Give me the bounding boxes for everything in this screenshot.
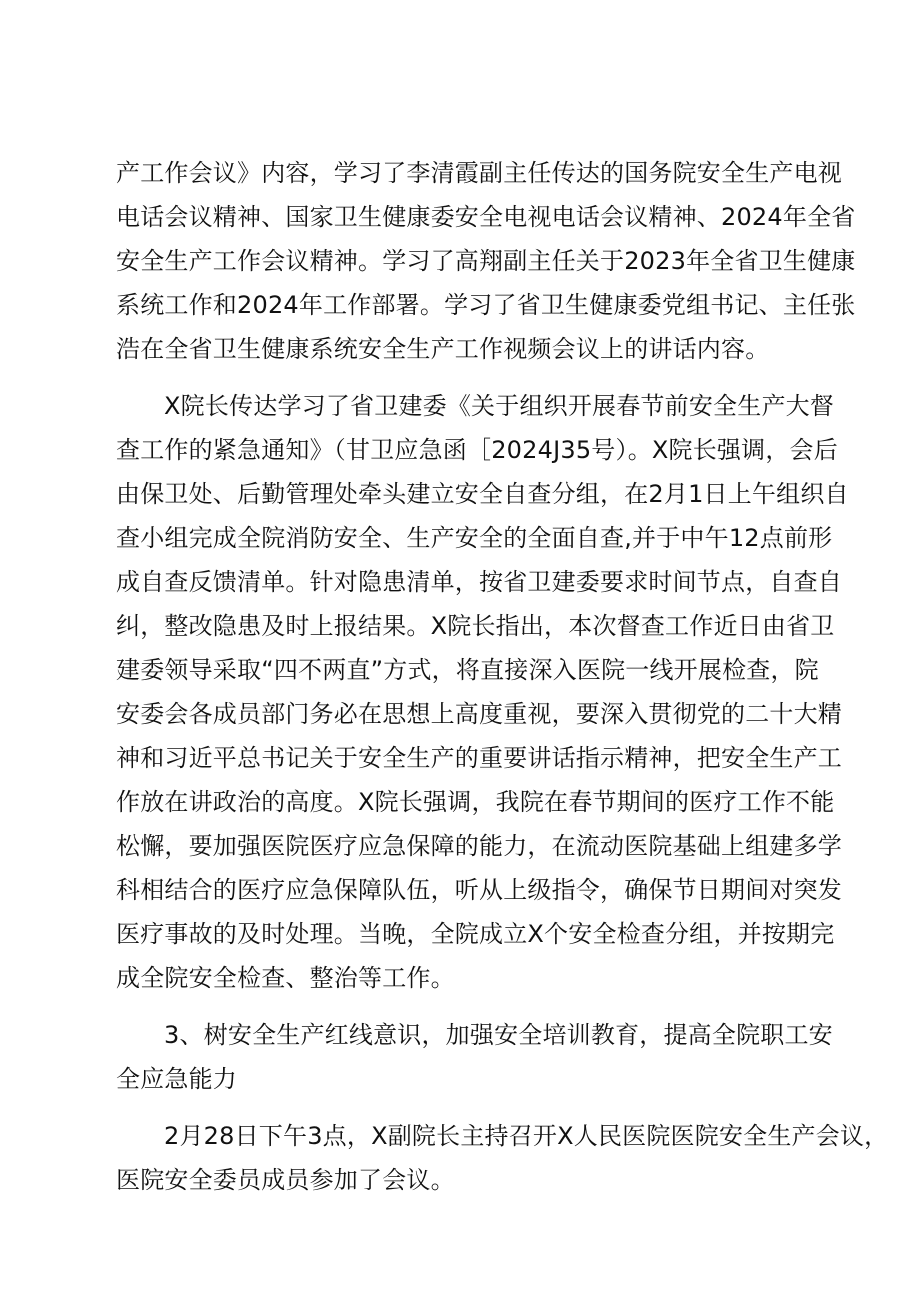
text-line: 作放在讲政治的高度。X院长强调，我院在春节期间的医疗工作不能 xyxy=(116,788,835,816)
paragraph-meeting-content xyxy=(116,151,856,371)
text-line: 查工作的紧急通知》（甘卫应急函［2024J35号）。X院长强调，会后 xyxy=(116,436,838,464)
text-line: 2月28日下午3点，X副院长主持召开X人民医院医院安全生产会议， xyxy=(164,1122,889,1150)
paragraph-safety-meeting xyxy=(116,1114,889,1202)
text-line: 纠，整改隐患及时上报结果。X院长指出，本次督查工作近日由省卫 xyxy=(116,612,835,640)
text-line: 医院安全委员成员参加了会议。 xyxy=(116,1166,455,1194)
text-line: 系统工作和2024年工作部署。学习了省卫生健康委党组书记、主任张 xyxy=(116,291,856,319)
text-line: 成全院安全检查、整治等工作。 xyxy=(116,964,455,992)
section-heading-line: 全应急能力 xyxy=(116,1065,237,1093)
text-line: 查小组完成全院消防安全、生产安全的全面自查,并于中午12点前形 xyxy=(116,524,833,552)
text-line: 神和习近平总书记关于安全生产的重要讲话指示精神，把安全生产工 xyxy=(116,744,842,772)
document-body xyxy=(116,151,889,1202)
text-line: 安委会各成员部门务必在思想上高度重视，要深入贯彻党的二十大精 xyxy=(116,700,842,728)
text-line: 建委领导采取“四不两直”方式，将直接深入医院一线开展检查，院 xyxy=(116,656,819,684)
text-line: 科相结合的医疗应急保障队伍，听从上级指令，确保节日期间对突发 xyxy=(116,876,842,904)
text-line: 医疗事故的及时处理。当晚，全院成立X个安全检查分组，并按期完 xyxy=(116,920,835,948)
text-line: 松懈，要加强医院医疗应急保障的能力，在流动医院基础上组建多学 xyxy=(116,832,842,860)
text-line: 安全生产工作会议精神。学习了高翔副主任关于2023年全省卫生健康 xyxy=(116,247,856,275)
text-line: X院长传达学习了省卫建委《关于组织开展春节前安全生产大督 xyxy=(164,392,835,420)
text-line: 成自查反馈清单。针对隐患清单，按省卫建委要求时间节点，自查自 xyxy=(116,568,842,596)
section-heading-line: 3、树安全生产红线意识，加强安全培训教育，提高全院职工安 xyxy=(164,1021,833,1049)
text-line: 由保卫处、后勤管理处牵头建立安全自查分组，在2月1日上午组织自 xyxy=(116,480,849,508)
paragraph-section-heading-3 xyxy=(116,1013,833,1101)
text-line: 浩在全省卫生健康系统安全生产工作视频会议上的讲话内容。 xyxy=(116,335,770,363)
paragraph-director-notice xyxy=(116,384,849,1000)
text-line: 电话会议精神、国家卫生健康委安全电视电话会议精神、2024年全省 xyxy=(116,203,856,231)
text-line: 产工作会议》内容，学习了李清霞副主任传达的国务院安全生产电视 xyxy=(116,159,842,187)
